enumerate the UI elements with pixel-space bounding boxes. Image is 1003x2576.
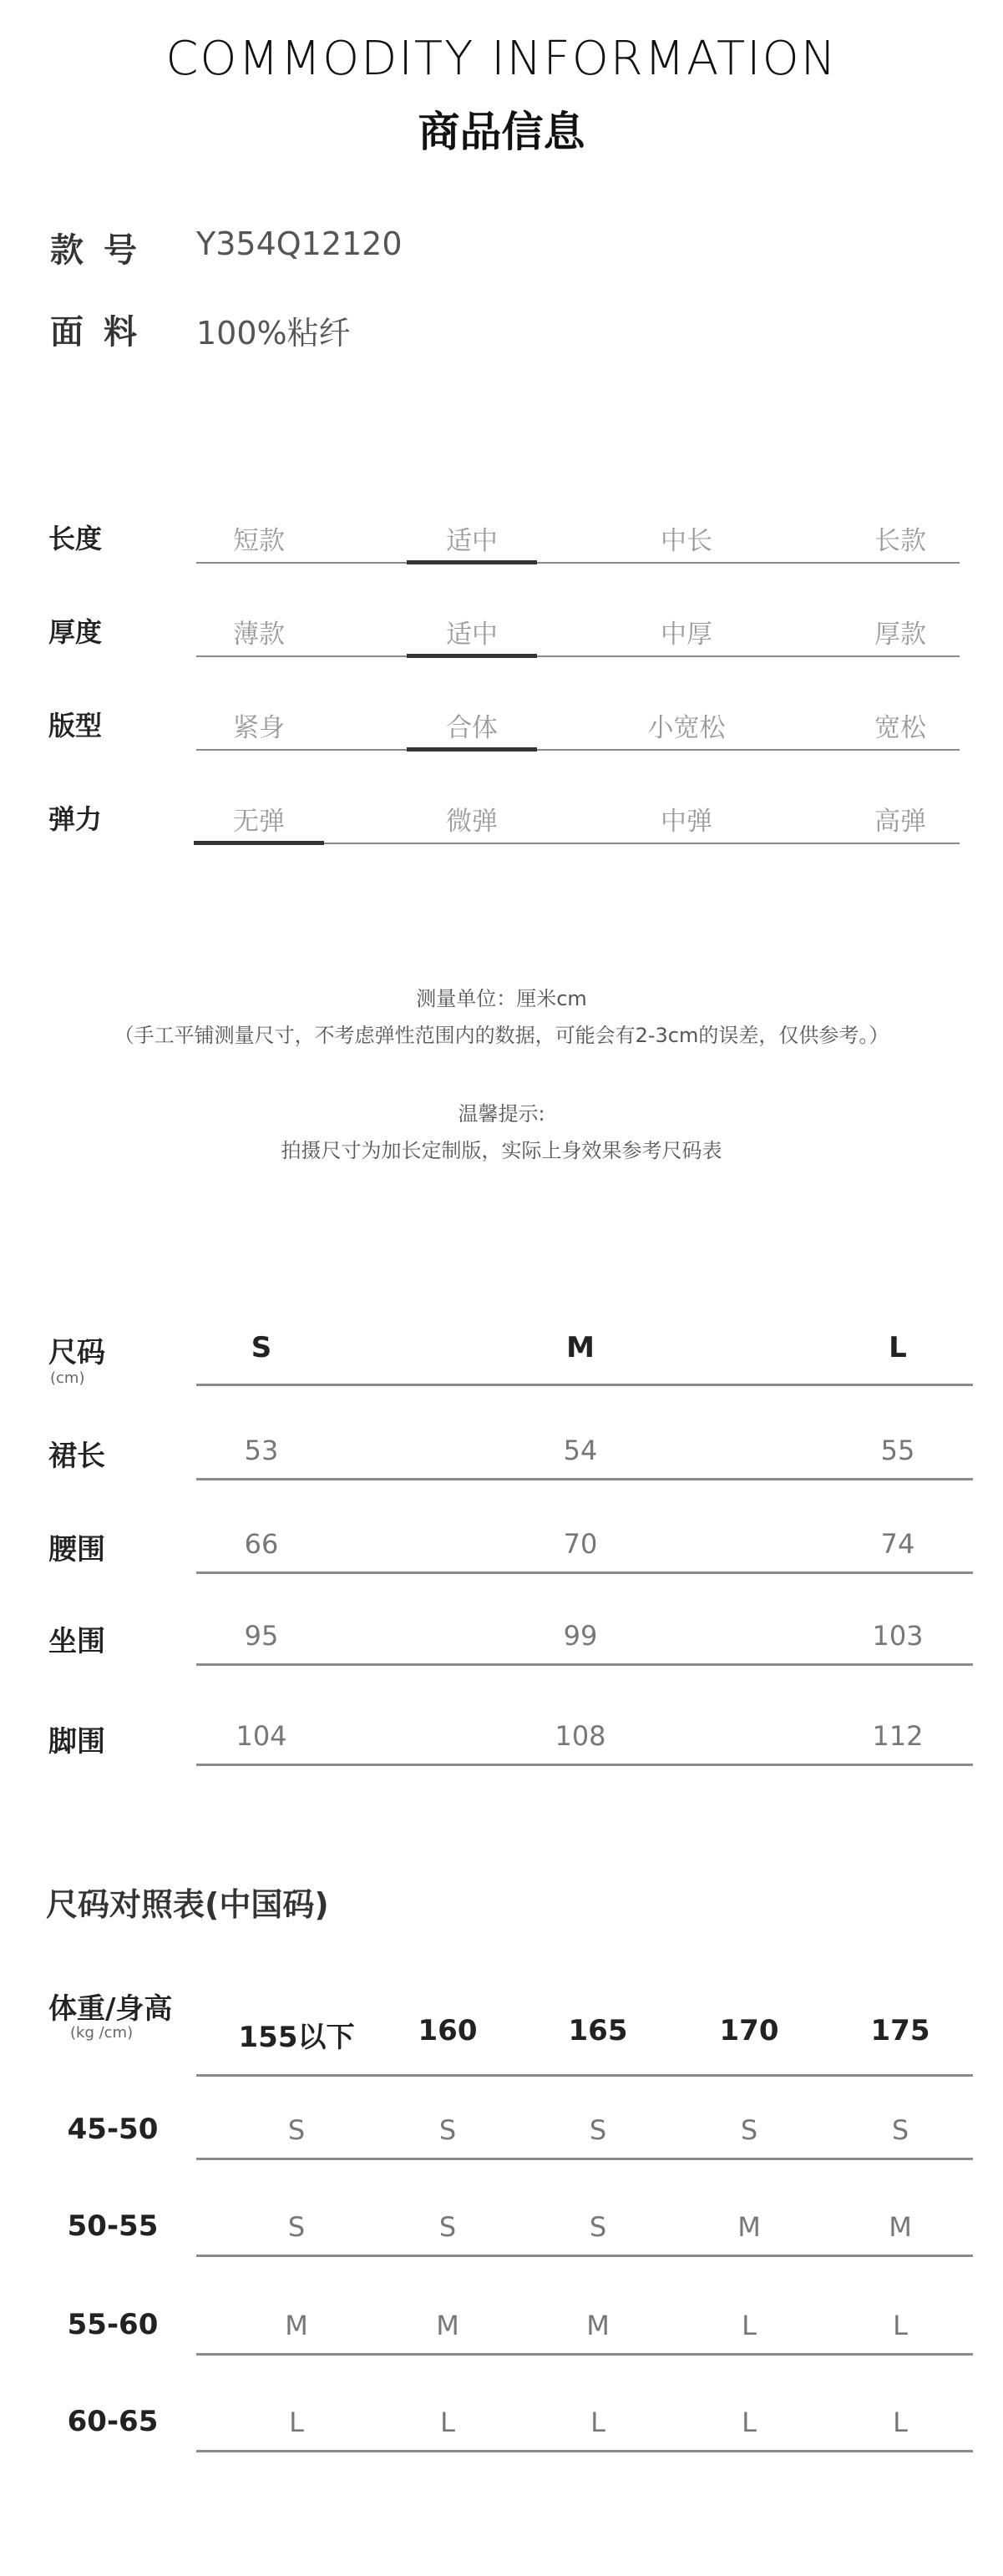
table-divider: [196, 2255, 973, 2257]
recommended-size: L: [440, 2406, 455, 2438]
recommended-size: L: [590, 2406, 605, 2438]
attribute-option: 适中: [446, 526, 498, 556]
measurement-label: 脚围: [48, 1725, 105, 1759]
height-column-header: 165: [568, 2014, 628, 2047]
attribute-option: 厚款: [874, 620, 926, 650]
weight-row-label: 55-60: [67, 2308, 159, 2341]
attribute-option: 中长: [661, 526, 712, 556]
table-divider: [196, 1764, 973, 1766]
style-number-label: 款号: [50, 231, 157, 270]
size-chart-unit: (kg /cm): [70, 2024, 134, 2042]
table-divider: [196, 2353, 973, 2356]
size-column-header: L: [889, 1331, 907, 1364]
size-chart-header-label: 体重/身高: [48, 1992, 173, 2026]
measurement-value: 95: [244, 1620, 279, 1652]
recommended-size: M: [436, 2310, 459, 2341]
attribute-selected-indicator: [407, 560, 537, 564]
weight-row-label: 50-55: [67, 2209, 159, 2243]
attribute-option: 无弹: [233, 807, 285, 837]
size-table-header-label: 尺码: [48, 1336, 105, 1369]
measurement-value: 103: [872, 1620, 924, 1652]
attribute-label: 长度: [48, 523, 103, 554]
attribute-track: [196, 749, 960, 751]
table-divider: [196, 1384, 973, 1386]
attribute-selected-indicator: [407, 654, 537, 658]
table-divider: [196, 2074, 973, 2077]
recommended-size: L: [289, 2406, 304, 2438]
measurement-value: 70: [563, 1528, 598, 1560]
attribute-option: 长款: [874, 526, 926, 556]
attribute-option: 小宽松: [647, 713, 726, 743]
weight-row-label: 60-65: [67, 2405, 159, 2438]
recommended-size: S: [287, 2211, 306, 2243]
recommended-size: S: [438, 2114, 457, 2146]
table-divider: [196, 2158, 973, 2160]
attribute-option: 中弹: [661, 807, 712, 837]
weight-row-label: 45-50: [67, 2113, 159, 2146]
attribute-option: 高弹: [874, 807, 926, 837]
recommended-size: M: [737, 2211, 761, 2243]
measurement-value: 54: [563, 1435, 598, 1466]
page-title-en: COMMODITY INFORMATION: [165, 32, 838, 86]
attribute-option: 微弹: [446, 807, 498, 837]
measurement-disclaimer: （手工平铺测量尺寸，不考虑弹性范围内的数据，可能会有2-3cm的误差，仅供参考。）: [114, 1024, 889, 1047]
measurement-label: 裙长: [48, 1440, 105, 1473]
recommended-size: M: [889, 2211, 912, 2243]
measurement-value: 99: [563, 1620, 598, 1652]
size-table-unit: (cm): [50, 1369, 85, 1387]
recommended-size: M: [586, 2310, 610, 2341]
recommended-size: S: [438, 2211, 457, 2243]
measurement-label: 坐围: [48, 1625, 105, 1658]
height-column-header: 155以下: [238, 2021, 355, 2054]
page-title-cn: 商品信息: [418, 108, 585, 156]
table-divider: [196, 1663, 973, 1666]
table-divider: [196, 1478, 973, 1480]
attribute-option: 薄款: [233, 620, 285, 650]
measurement-value: 74: [880, 1528, 915, 1560]
measurement-value: 53: [244, 1435, 279, 1466]
fabric-label: 面料: [50, 313, 157, 352]
measurement-unit-note: 测量单位：厘米cm: [416, 987, 587, 1010]
recommended-size: L: [893, 2406, 908, 2438]
attribute-option: 短款: [233, 526, 285, 556]
attribute-option: 适中: [446, 620, 498, 650]
recommended-size: S: [589, 2114, 607, 2146]
attribute-selected-indicator: [194, 841, 324, 845]
size-chart-title: 尺码对照表(中国码): [46, 1886, 329, 1923]
attribute-option: 中厚: [661, 620, 712, 650]
measurement-value: 112: [872, 1720, 924, 1752]
recommended-size: L: [742, 2406, 757, 2438]
height-column-header: 160: [418, 2014, 478, 2047]
style-number-value: Y354Q12120: [196, 225, 403, 262]
attribute-track: [196, 562, 960, 564]
attribute-option: 宽松: [874, 713, 926, 743]
measurement-value: 66: [244, 1528, 279, 1560]
recommended-size: M: [285, 2310, 308, 2341]
measurement-label: 腰围: [48, 1533, 105, 1566]
table-divider: [196, 2450, 973, 2452]
measurement-value: 55: [880, 1435, 915, 1466]
fabric-value: 100%粘纤: [196, 315, 351, 352]
recommended-size: S: [740, 2114, 758, 2146]
recommended-size: L: [893, 2310, 908, 2341]
height-column-header: 175: [870, 2014, 930, 2047]
recommended-size: L: [742, 2310, 757, 2341]
tip-title: 温馨提示:: [458, 1102, 545, 1126]
attribute-track: [196, 655, 960, 657]
measurement-value: 108: [555, 1720, 606, 1752]
recommended-size: S: [287, 2114, 306, 2146]
height-column-header: 170: [719, 2014, 779, 2047]
size-column-header: S: [251, 1331, 272, 1364]
recommended-size: S: [589, 2211, 607, 2243]
attribute-label: 版型: [48, 710, 103, 741]
attribute-label: 厚度: [48, 616, 103, 648]
size-column-header: M: [566, 1331, 595, 1364]
table-divider: [196, 1571, 973, 1574]
attribute-selected-indicator: [407, 747, 537, 752]
attribute-option: 紧身: [233, 713, 285, 743]
recommended-size: S: [891, 2114, 909, 2146]
tip-text: 拍摄尺寸为加长定制版，实际上身效果参考尺码表: [281, 1139, 722, 1162]
attribute-label: 弹力: [48, 803, 103, 835]
attribute-option: 合体: [446, 713, 498, 743]
measurement-value: 104: [236, 1720, 287, 1752]
